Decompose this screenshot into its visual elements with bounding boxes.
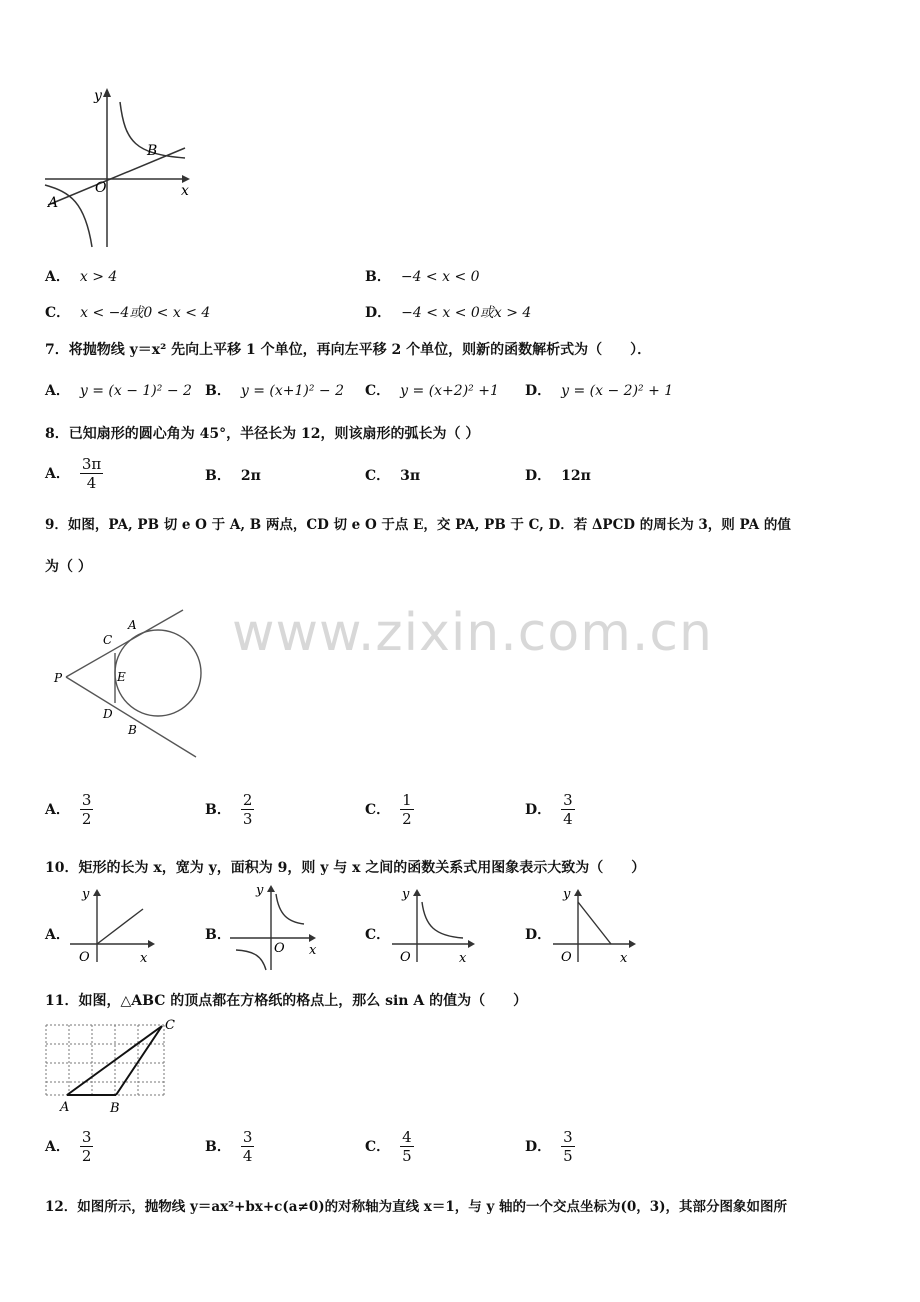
q6-graph [40,82,200,252]
fraction: $\frac{3}{4}$ [563,791,573,828]
q11-point-c-label: C [165,1018,175,1033]
q10-graph-b [226,880,326,972]
q10-graph-d [548,884,648,966]
watermark: www.zixin.com.cn [232,603,713,663]
q10-stem: 10．矩形的长为 x，宽为 y，面积为 9，则 y 与 x 之间的函数关系式用图象表示大致为（ ） [45,860,646,876]
q11-option-c[interactable]: C． $\frac{4}{5}$ [365,1128,412,1165]
q6-point-b-label: B [147,143,158,159]
q9-option-d[interactable]: D． $\frac{3}{4}$ [525,791,573,828]
q10c-origin-label: O [400,950,411,965]
q8-option-b[interactable]: B． 2π [205,468,261,484]
q6-option-b[interactable]: B． −4 < x < 0 [365,269,480,285]
fraction: $\frac{3}{2}$ [81,791,92,828]
q11-option-d[interactable]: D． $\frac{3}{5}$ [525,1128,573,1165]
q10-option-a[interactable]: A． [45,927,70,943]
q8-option-c[interactable]: C． 3π [365,468,421,484]
q7-option-d[interactable]: D． y = (x − 2)² + 1 [525,383,674,399]
q11-grid-figure [40,1015,185,1117]
q10a-origin-label: O [79,950,90,965]
q10c-y-label: y [402,887,410,902]
q7-option-c[interactable]: C． y = (x+2)² +1 [365,383,499,399]
q10a-x-label: x [140,951,148,966]
q10-option-b[interactable]: B． [205,927,231,943]
q7-stem: 7．将抛物线 y＝x² 先向上平移 1 个单位，再向左平移 2 个单位，则新的函数解析式为（ ）． [45,342,652,358]
q10b-origin-label: O [274,941,285,956]
q10a-y-label: y [82,887,90,902]
q10c-x-label: x [459,951,467,966]
q9-point-d-label: D [103,707,113,721]
q9-point-a-label: A [128,618,137,632]
q11-point-b-label: B [110,1101,120,1116]
q9-option-a[interactable]: A． $\frac{3}{2}$ [45,791,92,828]
q9-point-c-label: C [103,633,113,647]
fraction: $\frac{1}{2}$ [402,791,412,828]
q10-option-d[interactable]: D． [525,927,552,943]
q9-point-e-label: E [117,670,126,684]
q6-origin-label: O [95,180,107,196]
q9-option-b[interactable]: B． $\frac{2}{3}$ [205,791,253,828]
q10-graph-a [65,884,165,966]
q10d-x-label: x [620,951,628,966]
q10-option-c[interactable]: C． [365,927,391,943]
q8-stem: 8．已知扇形的圆心角为 45°，半径长为 12，则该扇形的弧长为（ ） [45,426,480,442]
q6-option-c[interactable]: C． x < −4或0 < x < 4 [45,305,211,321]
fraction: $\frac{3}{5}$ [563,1128,573,1165]
q6-option-d[interactable]: D． −4 < x < 0或x > 4 [365,305,532,321]
q9-stem-line1: 9．如图，PA, PB 切 e O 于 A, B 两点，CD 切 e O 于点 E，交 PA, PB 于 C, D．若 ΔPCD 的周长为 3，则 PA 的值 [45,517,791,533]
q10d-origin-label: O [561,950,572,965]
q8-option-d[interactable]: D． 12π [525,468,591,484]
fraction: $\frac{3}{2}$ [81,1128,92,1165]
q6-option-a[interactable]: A． x > 4 [45,269,118,285]
q7-option-a[interactable]: A． y = (x − 1)² − 2 [45,383,192,399]
q7-option-b[interactable]: B． y = (x+1)² − 2 [205,383,344,399]
q10b-x-label: x [309,943,317,958]
q6-point-a-label: A [48,195,59,211]
q6-x-label: x [181,183,189,199]
q11-option-a[interactable]: A． $\frac{3}{2}$ [45,1128,92,1165]
fraction: $\frac{2}{3}$ [242,791,253,828]
q11-point-a-label: A [60,1100,70,1115]
q9-figure [48,605,218,770]
q6-y-label: y [94,88,102,104]
q9-point-p-label: P [54,671,63,685]
q10-graph-c [387,884,487,966]
q12-stem: 12．如图所示，抛物线 y＝ax²+bx+c(a≠0)的对称轴为直线 x＝1，与 y 轴的一个交点坐标为(0，3)，其部分图象如图所 [45,1199,788,1215]
q10b-y-label: y [256,883,264,898]
q9-stem-line2: 为（ ） [45,559,92,575]
q10d-y-label: y [563,887,571,902]
fraction: $\frac{3}{4}$ [242,1128,253,1165]
q11-option-b[interactable]: B． $\frac{3}{4}$ [205,1128,253,1165]
q8-option-a[interactable]: A． $\frac{3\pi}{4}$ [45,455,102,492]
q9-option-c[interactable]: C． $\frac{1}{2}$ [365,791,412,828]
q9-point-b-label: B [128,723,137,737]
fraction: $\frac{3\pi}{4}$ [81,455,102,492]
fraction: $\frac{4}{5}$ [402,1128,412,1165]
q11-stem: 11．如图，△ABC 的顶点都在方格纸的格点上，那么 sin A 的值为（ ） [45,993,528,1009]
